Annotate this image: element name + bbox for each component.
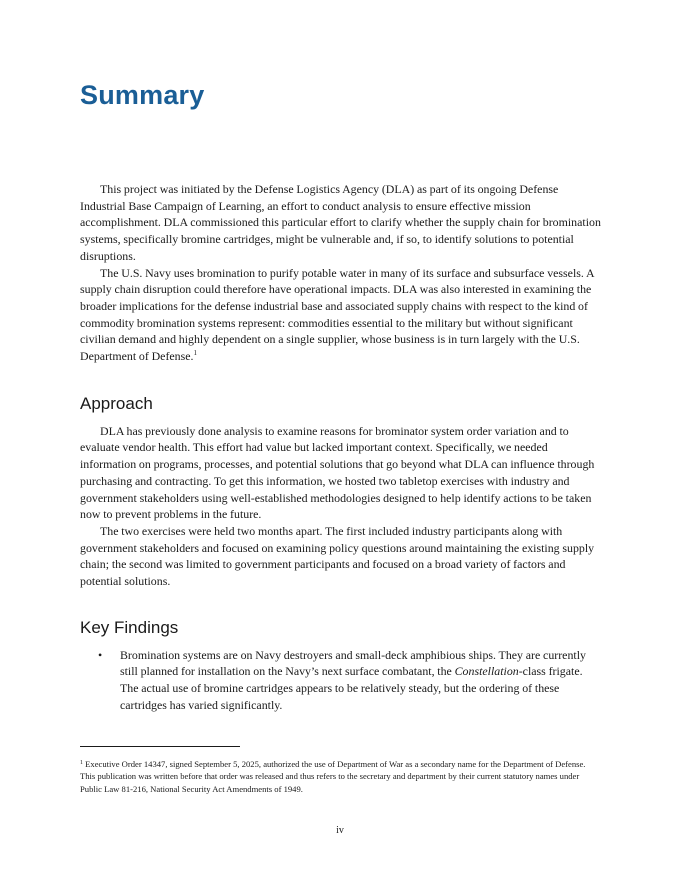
footnote (80, 758, 600, 795)
intro-paragraph-2 (80, 265, 602, 365)
ship-class-name: Constellation (454, 664, 519, 679)
approach-heading: Approach (80, 393, 153, 413)
bullet-icon: • (98, 647, 103, 662)
approach-paragraph-2: The two exercises were held two months apart. The first included industry participants along with government stakeholders and focused on examining policy questions around maintaining the existing supply chain; the second was limited to government participants and focused on a broad variety of factors and potential solutions. (80, 523, 595, 589)
main-content (80, 181, 602, 714)
finding-text-start: Bromination systems are on Navy destroyers and small-deck amphibious ships. They are currently still planned for installation on the Navy’s next surface combatant, the (120, 647, 586, 679)
footnote-reference[interactable]: 1 (193, 349, 198, 358)
intro-paragraph-1: This project was initiated by the Defense Logistics Agency (DLA) as part of its ongoing Defense Industrial Base Campaign of Learning, an effort to conduct analysis to ensure effective mission accomplishment. DLA commissioned this particular effort to clarify whether the supply chain for bromination systems, specifically bromine cartridges, might be vulnerable and, if so, to identify solutions to potential disruptions. (80, 182, 601, 263)
page-number: iv (336, 825, 344, 836)
intro-paragraph-2-text: The U.S. Navy uses bromination to purify potable water in many of its surface and subsurface vessels. A supply chain disruption could therefore have operational impacts. DLA was also interested in examining the broader implications for the defense industrial base and associated supply chains with respect to the kind of commodity bromination systems represent: commodities essential to the military but without significant civilian demand and highly dependent on a single supplier, whose business is in turn largely with the U.S. Department of Defense. (80, 265, 594, 364)
key-findings-heading: Key Findings (80, 617, 179, 637)
footnote-marker: 1 (80, 760, 83, 766)
finding-text-end: -class frigate. The actual use of bromine cartridges appears to be relatively steady, but the ordering of these cartridges has varied significantly. (120, 664, 583, 712)
list-item (80, 647, 602, 714)
key-findings-list (80, 647, 602, 714)
footnote-divider (80, 746, 240, 747)
footnote-text: Executive Order 14347, signed September 5, 2025, authorized the use of Department of War as a secondary name for the Department of Defense. This publication was written before that order was released and thus refers to the secretary and department by their current statutory names under Public Law 81-216, National Security Act Amendments of 1949. (80, 759, 586, 794)
page-title: Summary (80, 80, 205, 110)
approach-paragraph-1: DLA has previously done analysis to examine reasons for brominator system order variation and to evaluate vendor health. This effort had value but lacked important context. Specifically, we needed information on programs, processes, and potential solutions that go beyond what DLA can influence through purchasing and contracting. To get this information, we hosted two tabletop exercises with industry and government stakeholders using well-established methodologies designed to help identify actions to be taken now to prevent problems in the future. (80, 423, 595, 522)
